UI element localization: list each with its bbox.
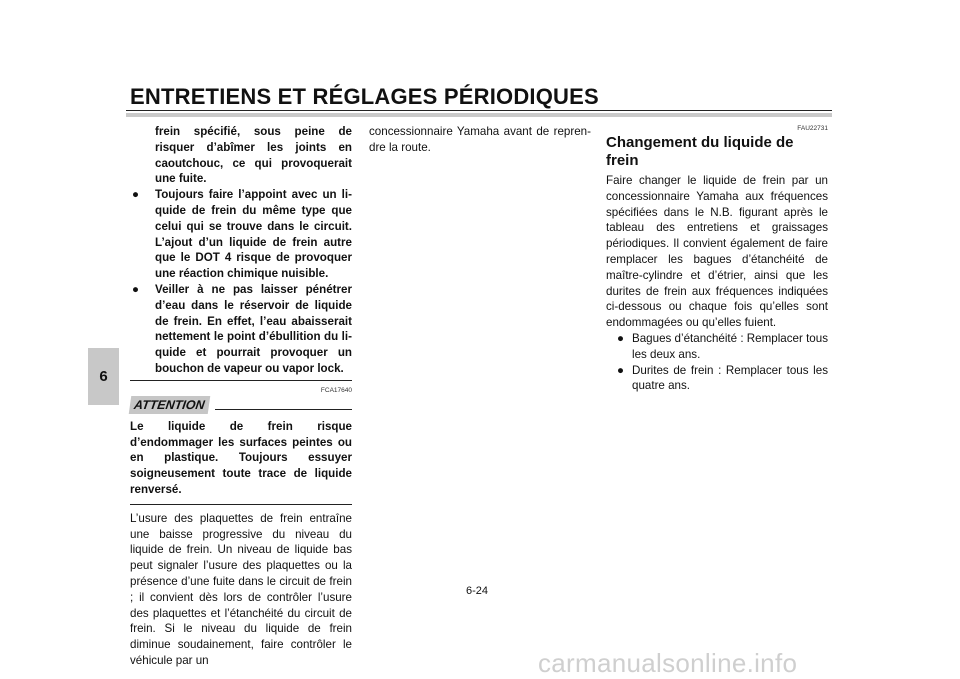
body-paragraph: L’usure des plaquettes de frein entraîne une baisse progressive du niveau du liquide de frein. Un niveau de liquide bas peut signaler l’usure des plaquettes ou la présence d’une fuite dans le circuit de frein ; il convient dès lors de contrôler l’usure des plaquettes et l’étanchéité du circuit de frein. Si le niveau du liquide de frein diminue soudainement, faire contrôler le véhicule par un bbox=[130, 511, 352, 667]
warning-bullet bbox=[130, 282, 352, 377]
bullet-icon: ● bbox=[617, 363, 625, 377]
attention-header bbox=[130, 396, 352, 414]
warning-bullet bbox=[130, 187, 352, 282]
chapter-number: 6 bbox=[99, 368, 108, 385]
chapter-tab bbox=[88, 348, 119, 405]
body-paragraph: concessionnaire Yamaha avant de reprendre la route. bbox=[369, 125, 591, 154]
attention-badge: ATTENTION bbox=[129, 396, 210, 414]
attention-end-rule bbox=[130, 504, 352, 505]
warning-end-rule bbox=[130, 380, 352, 381]
attention-text: Le liquide de frein risque d’endommager les surfaces peintes ou en plastique. Toujours essuyer soigneusement toute trace de liquide renversé. bbox=[130, 419, 352, 496]
attention-code: FCA17640 bbox=[320, 386, 352, 394]
header-rule bbox=[126, 110, 832, 111]
list-item-text: Bagues d’étanchéité : Remplacer tous les deux ans. bbox=[632, 331, 828, 361]
list-item-text: Durites de frein : Remplacer tous les quatre ans. bbox=[632, 363, 828, 393]
bullet-icon: ● bbox=[132, 188, 140, 202]
bullet-icon: ● bbox=[617, 331, 625, 345]
header-rule-shadow bbox=[126, 113, 832, 117]
column-2 bbox=[369, 124, 591, 156]
bullet-icon: ● bbox=[132, 282, 140, 296]
warning-bullet-text: Toujours faire l’appoint avec un liquide de frein du même type que celui qui se trouve dans le circuit. L’ajout d’un liquide de frein autre que le DOT 4 risque de provoquer une réaction chimique nuisible. bbox=[155, 188, 352, 281]
warning-bullet-text: Veiller à ne pas laisser pénétrer d’eau dans le réservoir de liquide de frein. En effet, l’eau abaisserait nettement le point d’ébullition du liquide et pourrait provoquer un bouchon de vapeur ou vapor lock. bbox=[155, 282, 352, 375]
column-3 bbox=[606, 124, 828, 394]
section-title: Changement du liquide de frein bbox=[606, 134, 794, 169]
warning-continuation: frein spécifié, sous peine de risquer d’abîmer les joints en caoutchouc, ce qui provoquerait une fuite. bbox=[155, 125, 352, 186]
attention-rule bbox=[215, 409, 352, 410]
column-1 bbox=[130, 124, 352, 669]
list-item bbox=[606, 363, 828, 395]
page-number: 6-24 bbox=[466, 585, 489, 597]
list-item bbox=[606, 331, 828, 363]
warning-block bbox=[130, 124, 352, 377]
section-code: FAU22731 bbox=[797, 125, 828, 132]
watermark: carmanualsonline.info bbox=[538, 648, 798, 678]
body-paragraph: Faire changer le liquide de frein par un concessionnaire Yamaha aux fréquences spécifiées dans le N.B. figurant après le tableau des entretiens et graissages périodiques. Il convient également de faire remplacer les bagues d’étanchéité de maître-cylindre et d’étrier, ainsi que les durites de frein aux fréquences indiquées ci-dessous ou chaque fois qu’elles sont endommagées ou qu’elles fuient. bbox=[606, 174, 828, 330]
page-title: ENTRETIENS ET RÉGLAGES PÉRIODIQUES bbox=[130, 84, 599, 109]
